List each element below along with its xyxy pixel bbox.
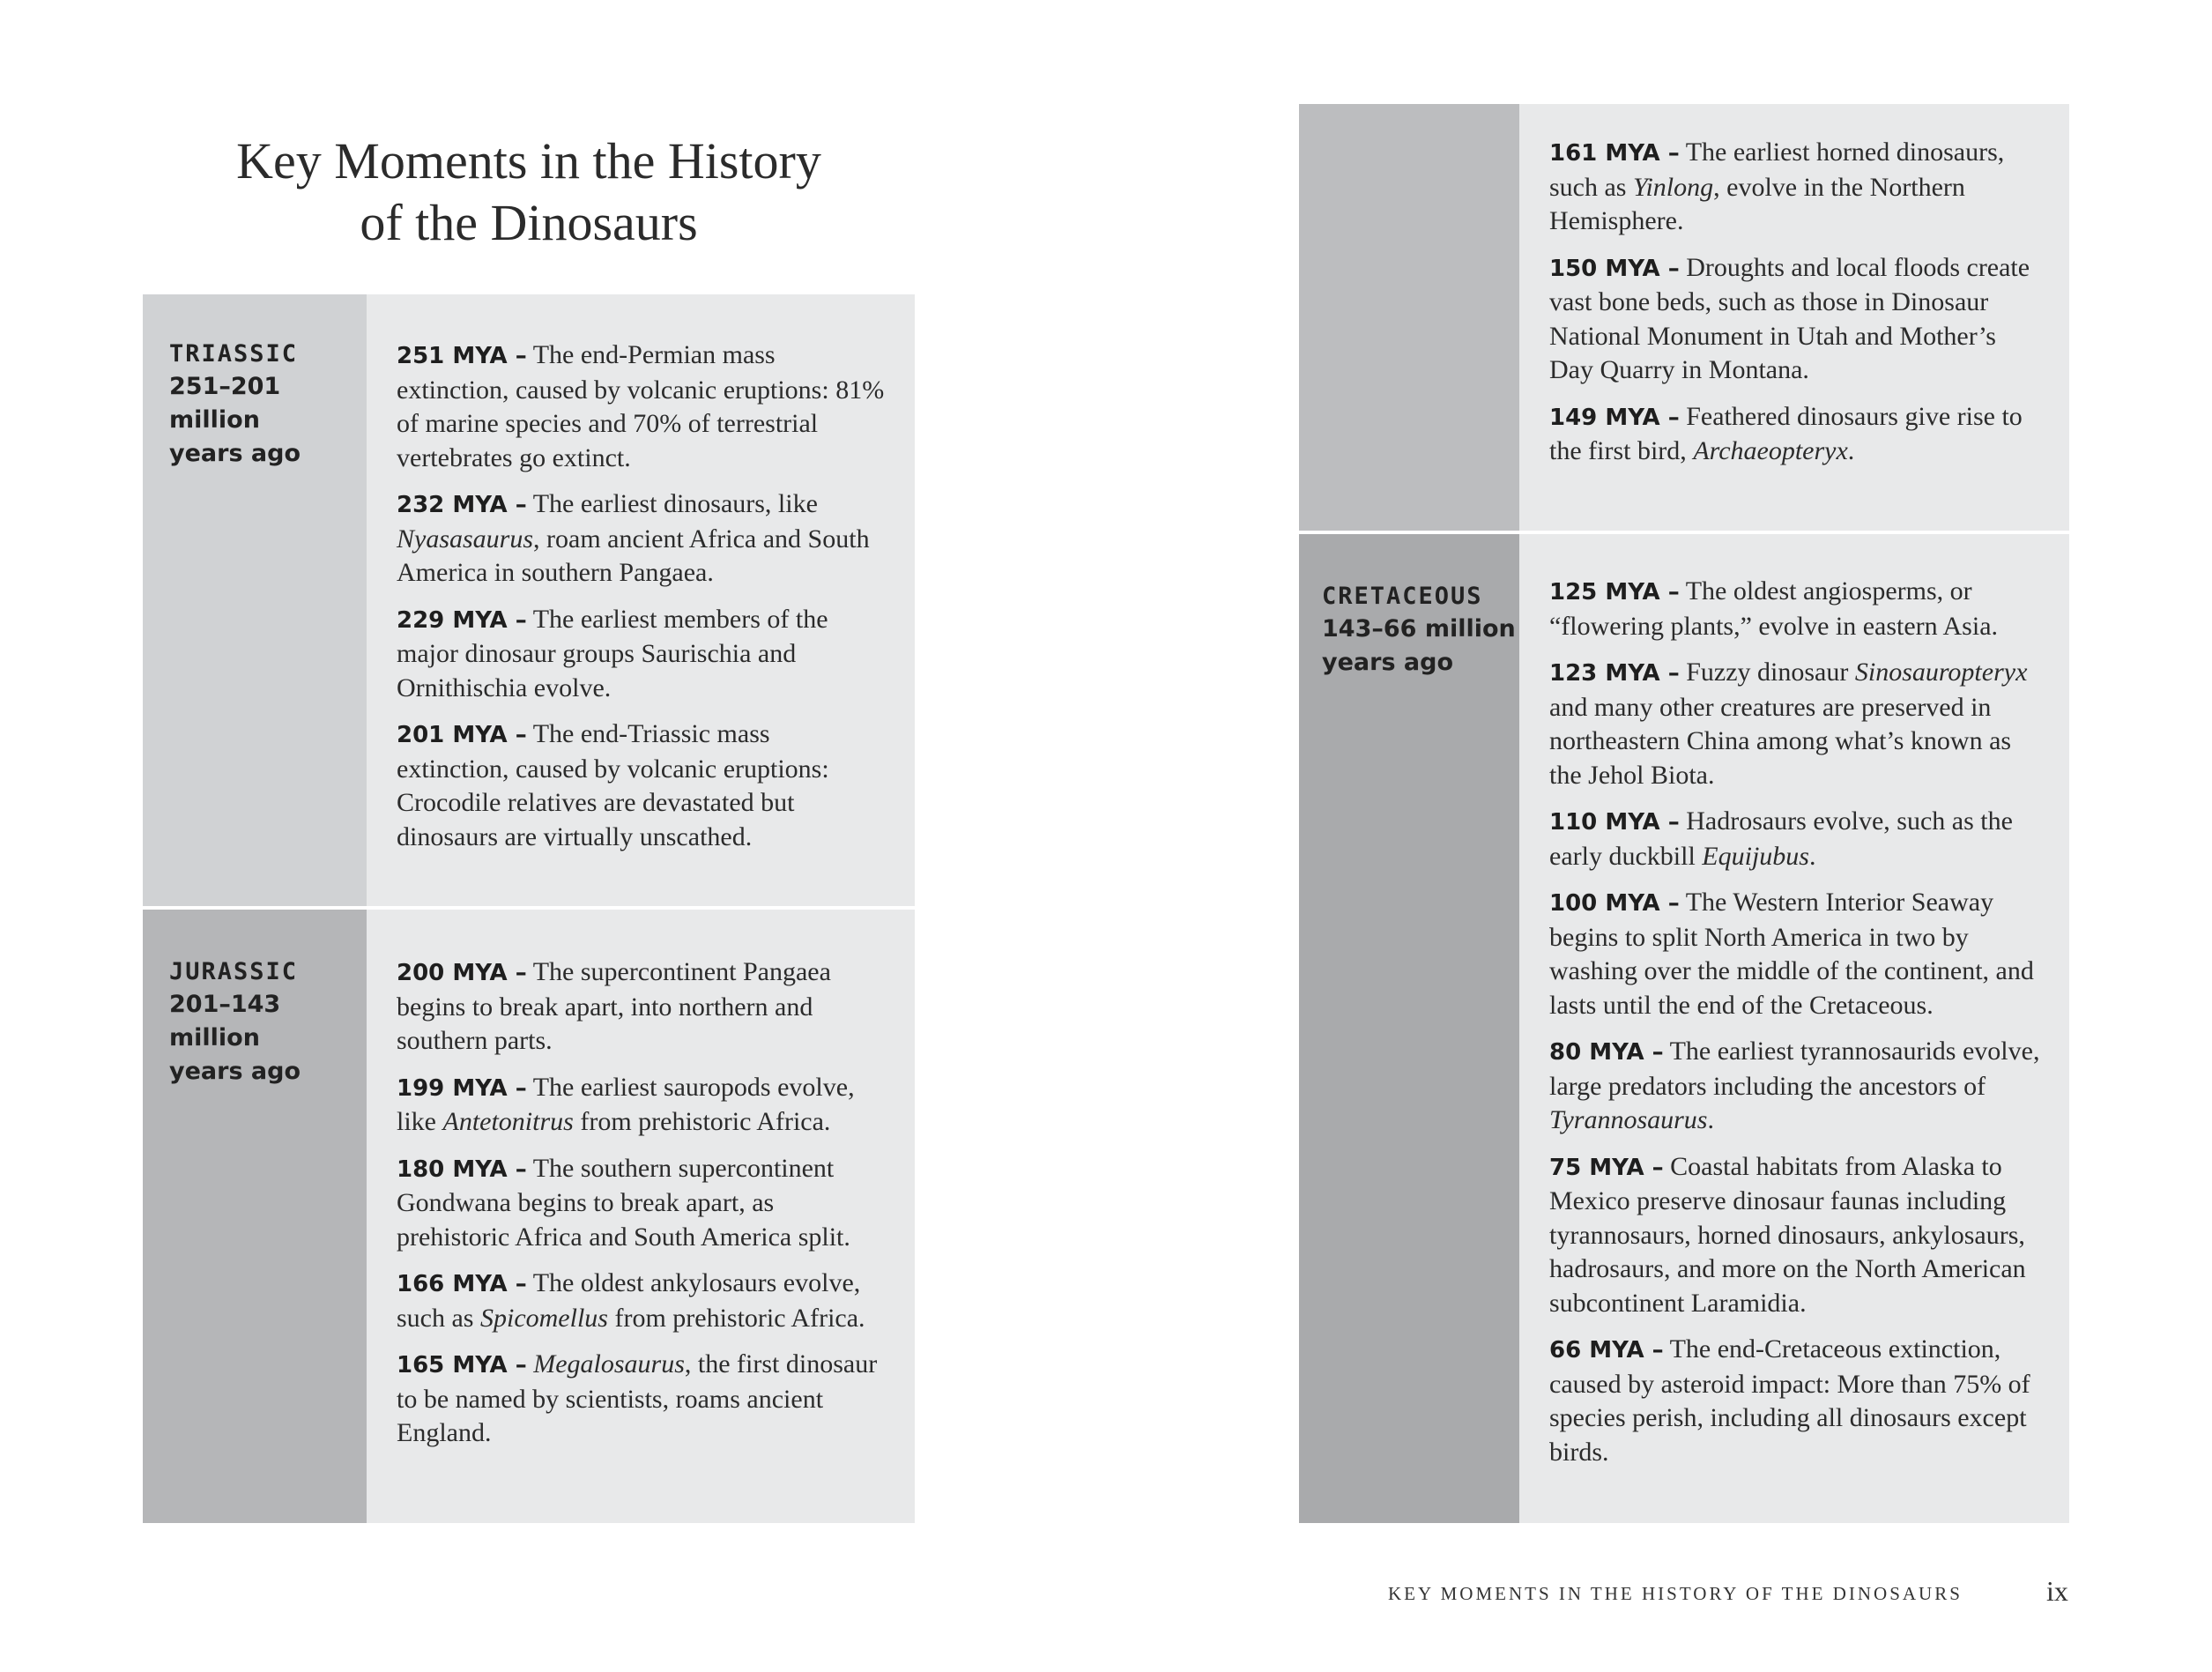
- event-text: Fuzzy dinosaur: [1686, 658, 1855, 687]
- timeline-event: [397, 1267, 888, 1335]
- event-taxon-name: Antetonitrus: [442, 1107, 574, 1136]
- event-taxon-name: Archaeopteryx: [1693, 436, 1848, 465]
- event-date: 110 MYA –: [1549, 809, 1680, 836]
- event-date: 200 MYA –: [397, 960, 527, 986]
- event-text: The Western Interior Seaway begins to split North America in two by washing over the middle of the continent, and lasts until the end of the Cretaceous.: [1549, 888, 2034, 1020]
- title-line-1: Key Moments in the History: [236, 132, 821, 189]
- event-taxon-name: Megalosaurus: [533, 1349, 685, 1378]
- cretaceous-era-range: [1322, 613, 1525, 680]
- event-text: The oldest ankylosaurs evolve, such as: [397, 1268, 861, 1333]
- event-date: 251 MYA –: [397, 343, 527, 369]
- timeline-event: [1549, 886, 2043, 1022]
- timeline-event: [397, 603, 888, 706]
- event-text: Droughts and local floods create vast bone beds, such as those in Dinosaur National Monument in Utah and Mother’s Day Quarry in Montana.: [1549, 252, 2030, 384]
- event-text: The end-Triassic mass extinction, caused by volcanic eruptions: Crocodile relatives are devastated but dinosaurs are virtually unscathed.: [397, 719, 829, 851]
- triassic-range-line-2: years ago: [169, 440, 301, 467]
- timeline-event: [1549, 575, 2043, 643]
- timeline-event: [397, 1348, 888, 1451]
- event-taxon-name: Tyrannosaurus: [1549, 1105, 1708, 1134]
- event-text: , roam ancient Africa and South America in southern Pangaea.: [397, 524, 870, 587]
- event-date: 165 MYA –: [397, 1352, 527, 1378]
- event-date: 66 MYA –: [1549, 1337, 1664, 1364]
- event-date: 180 MYA –: [397, 1156, 527, 1183]
- event-date: 75 MYA –: [1549, 1154, 1664, 1181]
- event-text: from prehistoric Africa.: [573, 1107, 831, 1136]
- event-date: 232 MYA –: [397, 492, 527, 518]
- event-taxon-name: Sinosauropteryx: [1854, 658, 2028, 687]
- jurassic-event-list: [397, 955, 888, 1463]
- triassic-range-line-1: 251–201 million: [169, 373, 281, 434]
- event-text: and many other creatures are preserved in northeastern China among what’s known as the Jehol Biota.: [1549, 692, 2012, 790]
- timeline-event: [1549, 805, 2043, 873]
- jurassic-events-column: [367, 910, 915, 1523]
- event-text: The earliest tyrannosaurids evolve, large predators including the ancestors of: [1549, 1037, 2040, 1101]
- triassic-label-column: [143, 294, 367, 906]
- jurassic-continued-events-column: [1519, 104, 2069, 531]
- event-date: 166 MYA –: [397, 1271, 527, 1297]
- event-text: Feathered dinosaurs give rise to the first bird,: [1549, 401, 2023, 465]
- event-taxon-name: Spicomellus: [479, 1303, 608, 1333]
- timeline-event: [397, 338, 888, 475]
- event-text: .: [1847, 436, 1855, 465]
- timeline-event: [397, 1152, 888, 1255]
- cretaceous-event-list: [1549, 575, 2043, 1482]
- timeline-event: [1549, 400, 2043, 469]
- page-title: [143, 130, 915, 254]
- event-date: 149 MYA –: [1549, 404, 1680, 431]
- cretaceous-section: [1299, 534, 2069, 1523]
- event-text: The earliest members of the major dinosaur groups Saurischia and Ornithischia evolve.: [397, 604, 828, 702]
- triassic-section: [143, 294, 915, 906]
- timeline-event: [1549, 1035, 2043, 1138]
- timeline-event: [1549, 656, 2043, 792]
- jurassic-range-line-2: years ago: [169, 1058, 301, 1085]
- event-text: The earliest horned dinosaurs, such as: [1549, 137, 2005, 202]
- jurassic-range-line-1: 201–143 million: [169, 991, 281, 1052]
- event-text: The southern supercontinent Gondwana begins to break apart, as prehistoric Africa and South America split.: [397, 1153, 850, 1252]
- event-date: 161 MYA –: [1549, 140, 1680, 167]
- event-taxon-name: Nyasasaurus: [397, 524, 534, 554]
- triassic-events-column: [367, 294, 915, 906]
- event-date: 80 MYA –: [1549, 1039, 1664, 1066]
- jurassic-era-range: [169, 988, 372, 1089]
- cretaceous-range-line-2: years ago: [1322, 649, 1454, 676]
- event-text: .: [1707, 1105, 1714, 1134]
- event-date: 199 MYA –: [397, 1074, 527, 1102]
- timeline-event: [1549, 251, 2043, 388]
- event-date: 150 MYA –: [1549, 255, 1680, 282]
- event-text: from prehistoric Africa.: [607, 1303, 865, 1333]
- triassic-event-list: [397, 338, 888, 866]
- event-taxon-name: Yinlong: [1632, 172, 1714, 202]
- event-date: 100 MYA –: [1549, 890, 1680, 917]
- event-text: The end-Cretaceous extinction, caused by asteroid impact: More than 75% of species perish, including all dinosaurs except birds.: [1549, 1334, 2030, 1467]
- timeline-event: [1549, 1150, 2043, 1321]
- triassic-era-name: TRIASSIC: [169, 340, 299, 368]
- running-head: KEY MOMENTS IN THE HISTORY OF THE DINOSAURS: [1388, 1583, 1963, 1604]
- timeline-event: [1549, 1333, 2043, 1469]
- jurassic-continued-section: [1299, 104, 2069, 531]
- timeline-event: [397, 717, 888, 854]
- cretaceous-era-name: CRETACEOUS: [1322, 583, 1483, 610]
- jurassic-era-name: JURASSIC: [169, 958, 299, 985]
- cretaceous-label-column: [1299, 534, 1519, 1523]
- triassic-era-range: [169, 370, 372, 471]
- timeline-event: [1549, 136, 2043, 239]
- event-text: The end-Permian mass extinction, caused by volcanic eruptions: 81% of marine species and 70% of terrestrial vertebrates go extinct.: [397, 340, 885, 472]
- event-text: Hadrosaurs evolve, such as the early duckbill: [1549, 806, 2013, 871]
- event-text: , the first dinosaur to be named by scientists, roams ancient England.: [397, 1349, 878, 1447]
- event-text: The earliest dinosaurs, like: [532, 489, 818, 518]
- cretaceous-range-line-1: 143–66 million: [1322, 615, 1516, 643]
- jurassic-continued-label-column: [1299, 104, 1519, 531]
- timeline-event: [397, 1071, 888, 1140]
- cretaceous-events-column: [1519, 534, 2069, 1523]
- title-line-2: of the Dinosaurs: [360, 194, 698, 251]
- jurassic-label-column: [143, 910, 367, 1523]
- event-date: 125 MYA –: [1549, 579, 1680, 606]
- event-text: , evolve in the Northern Hemisphere.: [1549, 172, 1965, 235]
- jurassic-continued-event-list: [1549, 136, 2043, 481]
- event-date: 229 MYA –: [397, 606, 527, 634]
- event-taxon-name: Equijubus: [1702, 841, 1809, 871]
- event-text: The earliest sauropods evolve, like: [397, 1072, 855, 1136]
- timeline-event: [397, 955, 888, 1059]
- event-text: Coastal habitats from Alaska to Mexico preserve dinosaur faunas including tyrannosaurs, horned dinosaurs, ankylosaurs, hadrosaurs, and more on the North American subcontinent Laramidia.: [1549, 1151, 2026, 1318]
- event-date: 201 MYA –: [397, 722, 527, 748]
- event-date: 123 MYA –: [1549, 660, 1680, 687]
- event-text: The supercontinent Pangaea begins to break apart, into northern and southern parts.: [397, 957, 831, 1055]
- jurassic-section: [143, 910, 915, 1523]
- event-text: The oldest angiosperms, or “flowering plants,” evolve in eastern Asia.: [1549, 576, 1999, 641]
- timeline-event: [397, 487, 888, 591]
- event-text: .: [1808, 841, 1816, 871]
- page-number: ix: [2046, 1575, 2068, 1607]
